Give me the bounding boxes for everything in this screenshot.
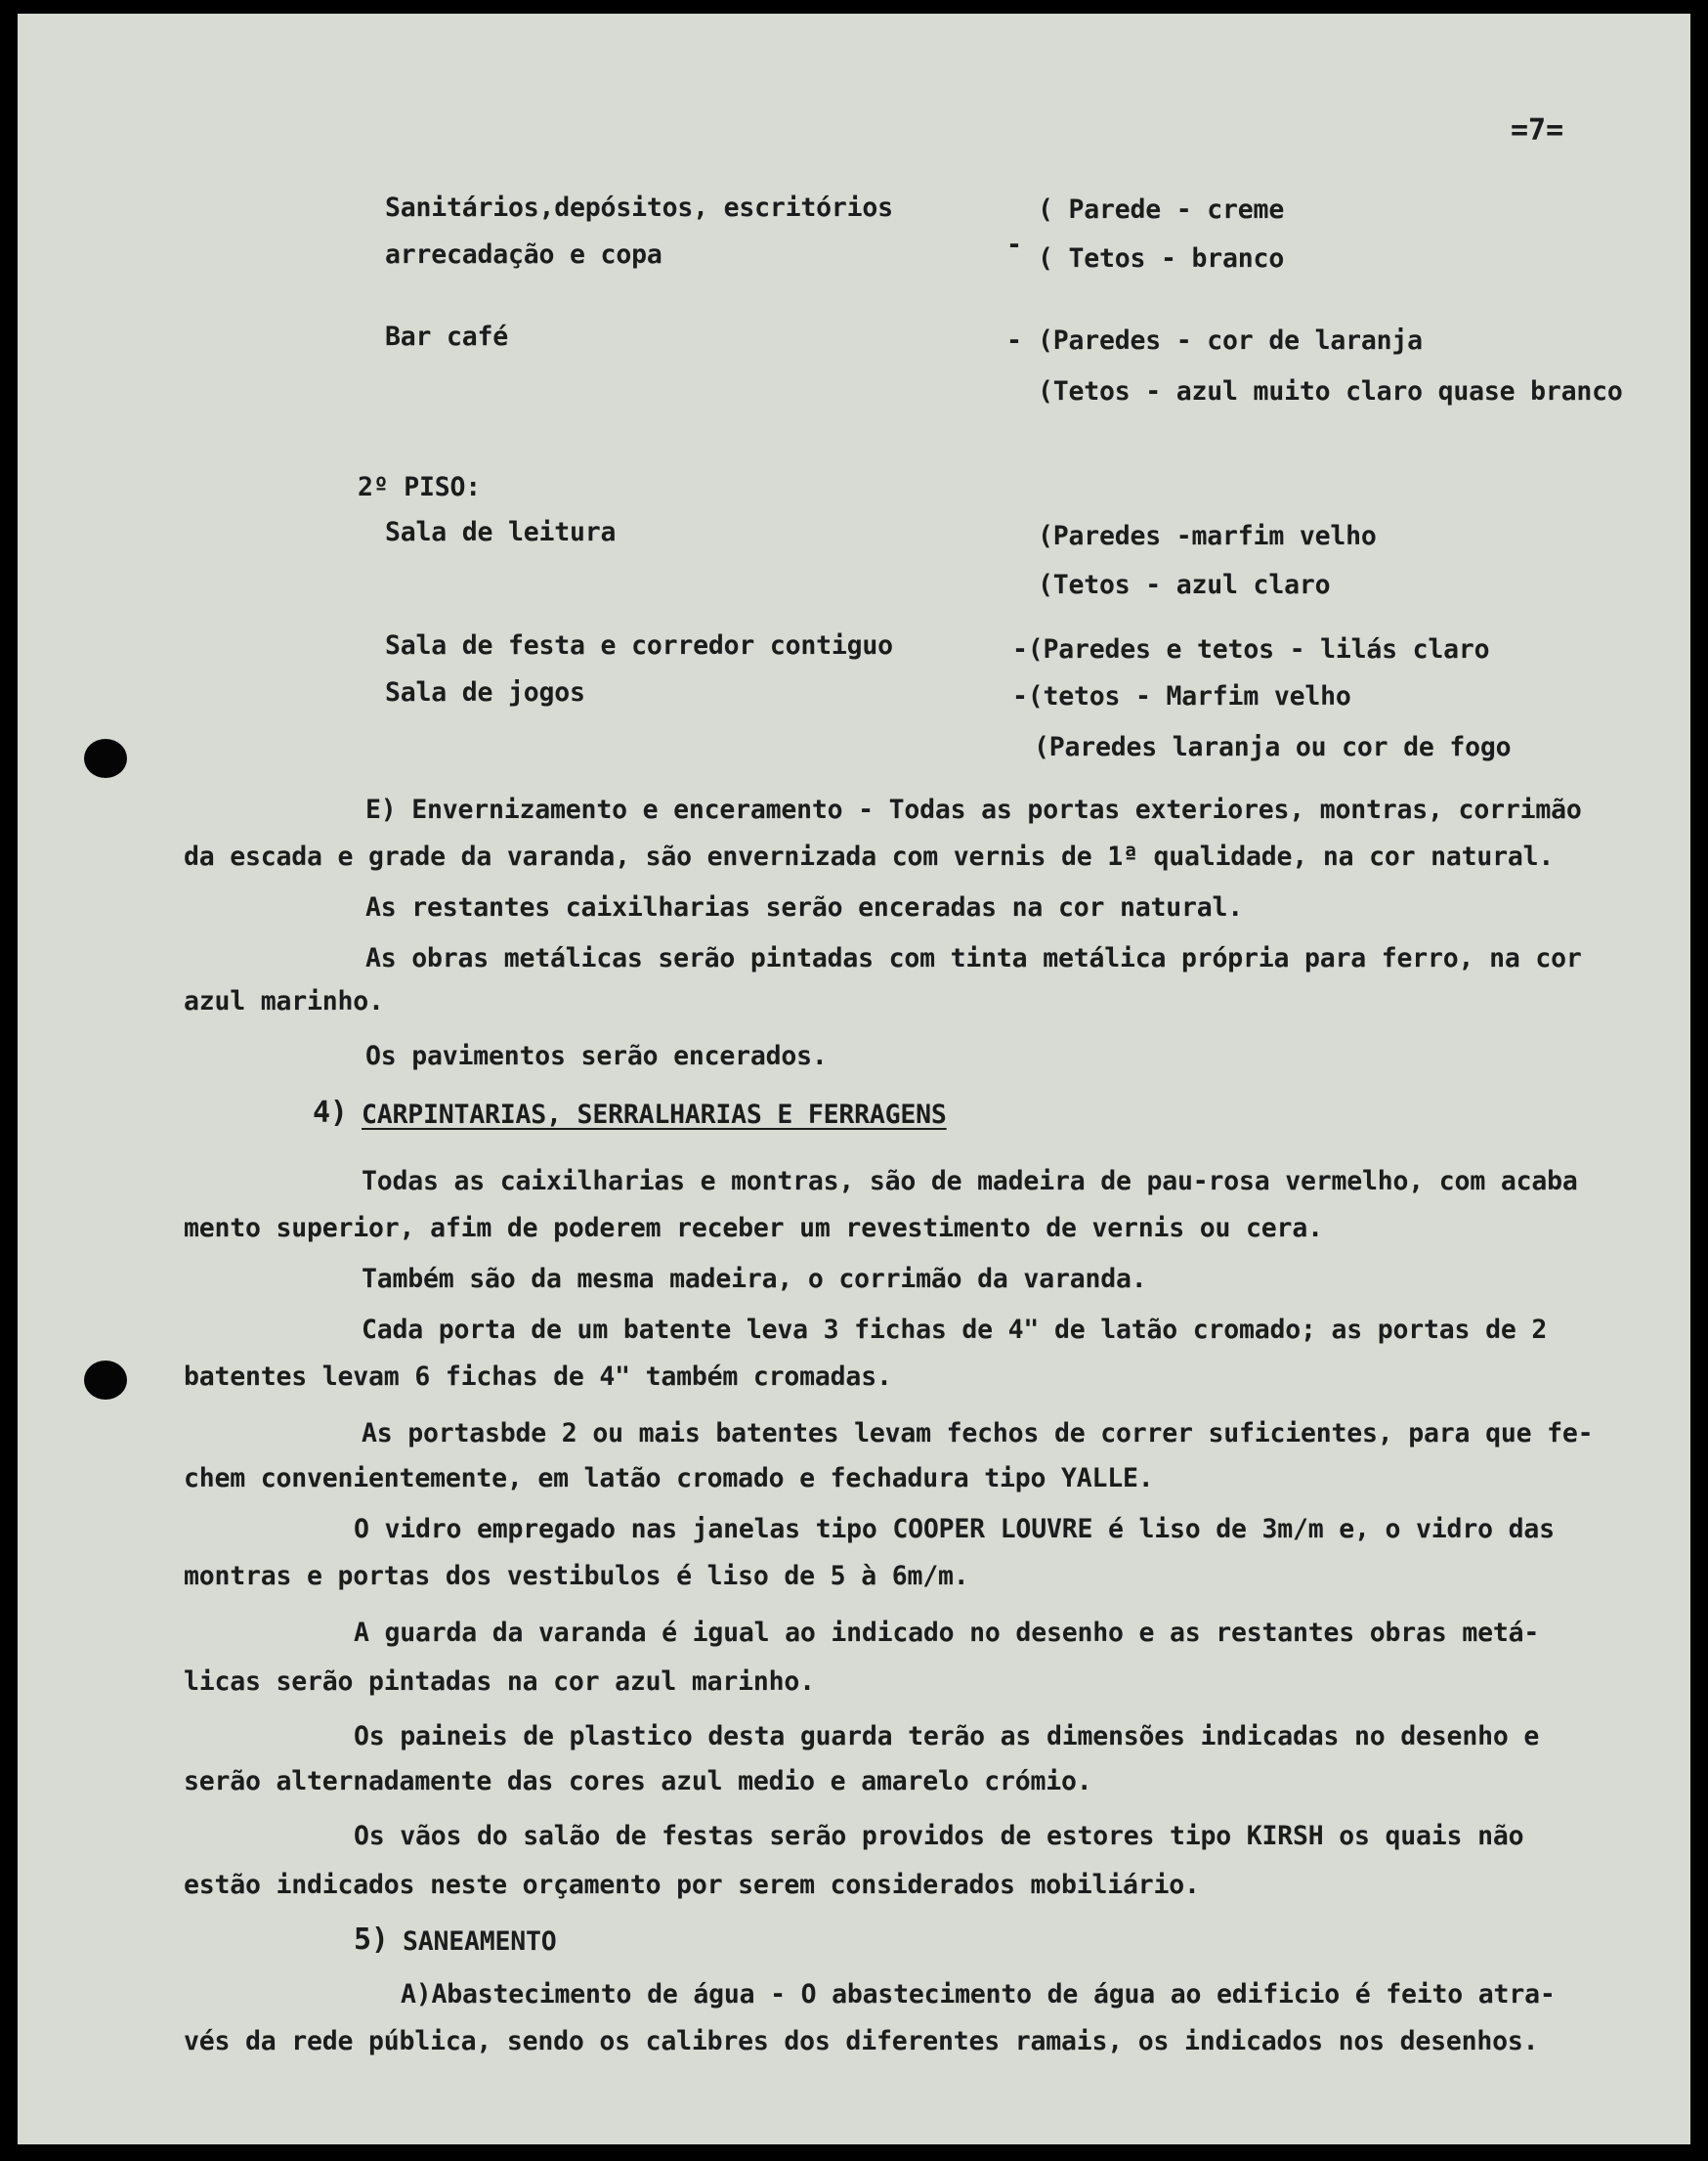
section-4-line-3: Também são da mesma madeira, o corrimão da varanda. bbox=[362, 1264, 1147, 1294]
piso-right-3: -(Paredes e tetos - lilás claro bbox=[1012, 634, 1490, 665]
table-left-3: Bar café bbox=[385, 322, 509, 352]
piso-left-1: Sala de leitura bbox=[385, 517, 617, 547]
section-5-line-1: A)Abastecimento de água - O abastecimento de água ao edificio é feito atra- bbox=[401, 1979, 1556, 2010]
section-4-line-12: Os paineis de plastico desta guarda terão as dimensões indicadas no desenho e bbox=[354, 1721, 1540, 1751]
section-e-line-1: E) Envernizamento e enceramento - Todas as portas exteriores, montras, corrimão bbox=[365, 795, 1582, 825]
section-5-heading: SANEAMENTO bbox=[403, 1926, 557, 1957]
section-e-line-4: As obras metálicas serão pintadas com tinta metálica própria para ferro, na cor bbox=[365, 943, 1582, 973]
section-4-line-1: Todas as caixilharias e montras, são de madeira de pau-rosa vermelho, com acaba bbox=[362, 1166, 1578, 1196]
section-4-line-15: estão indicados neste orçamento por serem considerados mobiliário. bbox=[184, 1870, 1200, 1900]
section-4-line-14: Os vãos do salão de festas serão providos de estores tipo KIRSH os quais não bbox=[354, 1821, 1524, 1851]
piso-right-5: (Paredes laranja ou cor de fogo bbox=[1034, 732, 1512, 762]
piso-left-4: Sala de jogos bbox=[385, 677, 585, 708]
section-5-number: 5) bbox=[354, 1923, 389, 1957]
document-page bbox=[18, 14, 1690, 2144]
section-e-line-6: Os pavimentos serão encerados. bbox=[365, 1041, 828, 1071]
page-number: =7= bbox=[1511, 113, 1564, 148]
table-right-2: ( Tetos - branco bbox=[1038, 243, 1285, 274]
section-e-line-5: azul marinho. bbox=[184, 986, 384, 1016]
section-4-line-11: licas serão pintadas na cor azul marinho. bbox=[184, 1666, 815, 1697]
piso-right-1: (Paredes -marfim velho bbox=[1038, 521, 1377, 551]
table-right-4: (Tetos - azul muito claro quase branco bbox=[1038, 376, 1623, 407]
section-e-line-3: As restantes caixilharias serão enceradas na cor natural. bbox=[365, 892, 1243, 923]
section-4-line-9: montras e portas dos vestibulos é liso de 5 à 6m/m. bbox=[184, 1561, 969, 1591]
punch-hole-top bbox=[84, 739, 127, 778]
section-4-line-6: As portasbde 2 ou mais batentes levam fechos de correr suficientes, para que fe- bbox=[362, 1418, 1594, 1448]
section-4-heading: CARPINTARIAS, SERRALHARIAS E FERRAGENS bbox=[362, 1100, 947, 1130]
section-4-line-5: batentes levam 6 fichas de 4" também cromadas. bbox=[184, 1361, 892, 1392]
section-4-line-4: Cada porta de um batente leva 3 fichas de 4" de latão cromado; as portas de 2 bbox=[362, 1315, 1548, 1345]
punch-hole-bottom bbox=[84, 1361, 127, 1400]
section-4-line-2: mento superior, afim de poderem receber um revestimento de vernis ou cera. bbox=[184, 1213, 1323, 1243]
piso-left-3: Sala de festa e corredor contiguo bbox=[385, 630, 893, 661]
piso-right-4: -(tetos - Marfim velho bbox=[1012, 681, 1351, 712]
table-right-3: (Paredes - cor de laranja bbox=[1038, 325, 1423, 356]
table-left-1: Sanitários,depósitos, escritórios bbox=[385, 193, 893, 223]
section-4-line-7: chem convenientemente, em latão cromado e fechadura tipo YALLE. bbox=[184, 1463, 1154, 1493]
section-4-line-8: O vidro empregado nas janelas tipo COOPER LOUVRE é liso de 3m/m e, o vidro das bbox=[354, 1514, 1555, 1544]
table-dash-2: - bbox=[1006, 230, 1022, 260]
section-4-number: 4) bbox=[313, 1096, 348, 1130]
section-4-line-10: A guarda da varanda é igual ao indicado no desenho e as restantes obras metá- bbox=[354, 1618, 1540, 1648]
piso-right-2: (Tetos - azul claro bbox=[1038, 570, 1331, 600]
table-left-2: arrecadação e copa bbox=[385, 239, 662, 270]
piso-heading: 2º PISO: bbox=[358, 472, 482, 502]
section-4-line-13: serão alternadamente das cores azul medio e amarelo crómio. bbox=[184, 1766, 1092, 1796]
section-e-line-2: da escada e grade da varanda, são envernizada com vernis de 1ª qualidade, na cor natural. bbox=[184, 842, 1555, 872]
section-5-line-2: vés da rede pública, sendo os calibres dos diferentes ramais, os indicados nos desenhos. bbox=[184, 2026, 1539, 2056]
table-dash-3: - bbox=[1006, 325, 1022, 356]
table-right-1: ( Parede - creme bbox=[1038, 194, 1285, 225]
